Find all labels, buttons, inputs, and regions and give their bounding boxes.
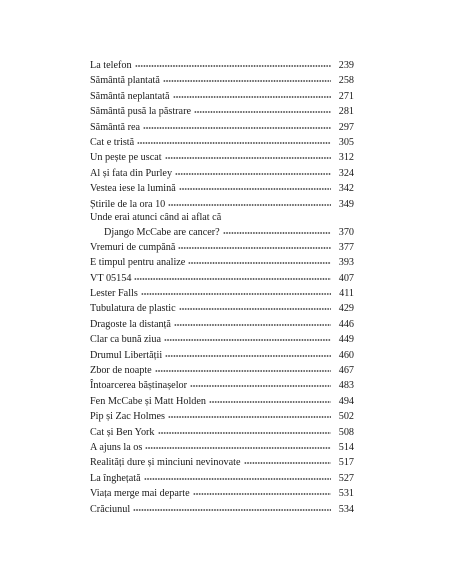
toc-entry (90, 301, 354, 316)
dot-leader (179, 183, 331, 191)
toc-entry (90, 197, 354, 212)
toc-page: 460 (338, 349, 354, 361)
toc-page: 508 (338, 426, 354, 438)
toc-title: E timpul pentru analize (90, 257, 186, 269)
toc-title: Clar ca bună ziua (90, 334, 161, 346)
toc-entry (90, 255, 354, 270)
dot-leader (165, 350, 331, 358)
toc-title: Drumul Libertății (90, 349, 163, 361)
toc-title: La înghețată (90, 472, 141, 484)
dot-leader (168, 199, 331, 207)
dot-leader (244, 457, 331, 465)
dot-leader (143, 122, 331, 130)
toc-title: Zbor de noapte (90, 365, 152, 377)
toc-title: Întoarcerea băștinașelor (90, 380, 188, 392)
toc-title: Vestea iese la lumină (90, 183, 176, 195)
toc-entry (90, 73, 354, 88)
toc-entry (90, 286, 354, 301)
toc-title: Vremuri de cumpănă (90, 241, 176, 253)
toc-entry (90, 135, 354, 150)
dot-leader (141, 288, 331, 296)
toc-title: Tubulatura de plastic (90, 303, 176, 315)
toc-entry (90, 394, 354, 409)
toc-title: Lester Falls (90, 288, 138, 300)
toc-entry (90, 471, 354, 486)
toc-page: 467 (338, 365, 354, 377)
toc-page: 393 (338, 257, 354, 269)
toc-title: Sământă neplantată (90, 90, 170, 102)
toc-entry (90, 89, 354, 104)
toc-page: 349 (338, 198, 354, 210)
toc-title: La telefon (90, 60, 132, 71)
toc-page: 483 (338, 380, 354, 392)
toc-page: 297 (338, 121, 354, 133)
toc-entry (90, 166, 354, 181)
dot-leader (190, 380, 331, 388)
toc-entry-line-2 (90, 225, 354, 240)
toc-page: 534 (338, 503, 354, 515)
toc-title: Dragoste la distanță (90, 318, 171, 330)
toc-title: Sământă pusă la păstrare (90, 106, 191, 118)
toc-page: 407 (338, 272, 354, 284)
dot-leader (165, 152, 331, 160)
toc-entry (90, 58, 354, 73)
dot-leader (137, 137, 331, 145)
toc-title: Pip și Zac Holmes (90, 411, 165, 423)
toc-title: Cat și Ben York (90, 426, 155, 438)
toc-page: 527 (338, 472, 354, 484)
dot-leader (194, 106, 331, 114)
toc-title: Sământă plantată (90, 75, 160, 87)
toc-title: Viața merge mai departe (90, 488, 190, 500)
toc-entry (90, 120, 354, 135)
dot-leader (188, 257, 331, 265)
toc-page: 449 (338, 334, 354, 346)
toc-page: 446 (338, 318, 354, 330)
dot-leader (134, 273, 331, 281)
dot-leader (178, 242, 331, 250)
toc-entry (90, 409, 354, 424)
dot-leader (164, 334, 331, 342)
toc-page: 502 (338, 411, 354, 423)
toc-title: Un pește pe uscat (90, 152, 162, 164)
toc-page: 239 (338, 60, 354, 71)
toc-entry-line-1 (90, 212, 354, 225)
toc-page: 517 (338, 457, 354, 469)
toc-page: 312 (338, 152, 354, 164)
dot-leader (158, 427, 331, 435)
toc-page: 531 (338, 488, 354, 500)
dot-leader (168, 411, 331, 419)
toc-title: Realități dure și minciuni nevinovate (90, 457, 241, 469)
toc-title: A ajuns la os (90, 441, 143, 453)
dot-leader (193, 488, 331, 496)
toc-page: 305 (338, 136, 354, 148)
toc-entry (90, 378, 354, 393)
toc-page: 342 (338, 183, 354, 195)
dot-leader (155, 365, 331, 373)
toc-entry (90, 363, 354, 378)
toc-page: 271 (338, 90, 354, 102)
dot-leader (174, 319, 331, 327)
toc-page: 411 (339, 288, 354, 300)
dot-leader (135, 60, 331, 68)
toc-title: Sământă rea (90, 121, 141, 133)
toc-entry (90, 150, 354, 165)
toc-title: Cat e tristă (90, 136, 135, 148)
toc-title: Crăciunul (90, 503, 131, 515)
toc-entry (90, 440, 354, 455)
dot-leader (144, 473, 331, 481)
dot-leader (179, 303, 331, 311)
toc-title: Unde erai atunci când ai aflat că (90, 211, 222, 223)
toc-title: Știrile de la ora 10 (90, 198, 166, 210)
toc-entry (90, 486, 354, 501)
dot-leader (173, 91, 332, 99)
toc-page: 514 (338, 441, 354, 453)
dot-leader (133, 504, 331, 512)
toc-title: Fen McCabe și Matt Holden (90, 395, 207, 407)
toc-entry (90, 348, 354, 363)
toc-page: 494 (338, 395, 354, 407)
toc-entry (90, 104, 354, 119)
toc-page: 324 (338, 167, 354, 179)
toc-page: 281 (338, 106, 354, 118)
toc-title-continued: Django McCabe are cancer? (104, 226, 220, 238)
dot-leader (209, 396, 331, 404)
toc-page: 370 (338, 226, 354, 238)
toc-entry (90, 455, 354, 470)
dot-leader (175, 168, 331, 176)
toc-page: 258 (338, 75, 354, 87)
toc-title: VT 05154 (90, 272, 132, 284)
table-of-contents (90, 58, 354, 517)
toc-entry (90, 271, 354, 286)
toc-title: Al și fata din Purley (90, 167, 173, 179)
dot-leader (145, 442, 331, 450)
toc-entry (90, 332, 354, 347)
toc-entry (90, 317, 354, 332)
toc-entry (90, 181, 354, 196)
dot-leader (223, 227, 331, 235)
toc-entry (90, 240, 354, 255)
toc-page: 429 (338, 303, 354, 315)
toc-entry (90, 425, 354, 440)
toc-page: 377 (338, 241, 354, 253)
dot-leader (163, 75, 331, 83)
toc-entry (90, 502, 354, 517)
